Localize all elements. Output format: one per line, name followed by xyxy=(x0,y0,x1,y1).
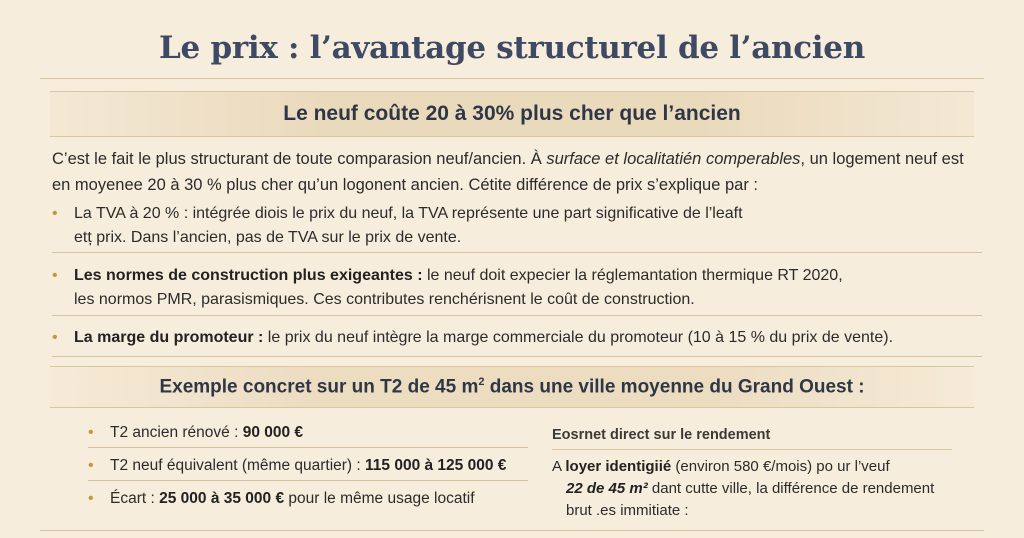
impact-box xyxy=(552,424,962,519)
list-item xyxy=(88,487,475,511)
list-item-text-line1: le prix du neuf intègre la marge commerciale du promoteur (10 à 15 % du prix de vente). xyxy=(263,329,894,346)
example-title-sup: 2 xyxy=(478,376,485,388)
impact-line3: brut .es immitiate : xyxy=(566,502,689,519)
list-item-text-line1: le neuf doit expecier la réglemantation thermique RT 2020, xyxy=(422,267,843,284)
intro-text-part1: C’est le fait le plus structurant de toute comparasion neuf/ancien. À xyxy=(52,150,547,168)
list-item-text-line1: La TVA à 20 % : intégrée diois le prix du neuf, la TVA représente une part significative de l’leaft xyxy=(74,205,743,222)
intro-text-part2: , un logement neuf est en moyenee 20 à 30 % plus cher qu’un logonent ancien. Cétite différence de prix s’explique par : xyxy=(52,150,964,194)
impact-divider xyxy=(552,449,952,450)
list-divider xyxy=(88,447,528,448)
impact-line1-rest: (environ 580 €/mois) po ur l’veuf xyxy=(671,458,890,475)
bullet-dot-icon: • xyxy=(52,267,58,284)
price-label: Écart : xyxy=(110,490,160,507)
impact-text xyxy=(552,456,962,522)
impact-line2-rest: dant cutte ville, la différence de rendement xyxy=(647,480,935,497)
price-value: 90 000 € xyxy=(242,424,304,441)
bullet-dot-icon: • xyxy=(52,205,58,222)
price-label: T2 ancien rénové : xyxy=(110,424,243,441)
impact-line1-bold: loyer identigiié xyxy=(565,458,672,475)
bullet-dot-icon: • xyxy=(88,490,94,507)
list-divider xyxy=(88,480,528,481)
list-item-text-line2: les normos PMR, parasismiques. Ces contributes renchérisnent le coût de construction. xyxy=(74,291,695,308)
list-divider xyxy=(52,315,982,316)
list-divider xyxy=(52,252,982,253)
section-subtitle: Le neuf coûte 20 à 30% plus cher que l’ancien xyxy=(283,102,741,125)
list-item xyxy=(52,202,743,250)
intro-paragraph xyxy=(52,146,982,198)
list-item-text-line2: etț prix. Dans l’ancien, pas de TVA sur le prix de vente. xyxy=(74,229,462,246)
list-item xyxy=(52,264,843,312)
example-title-end: dans une ville moyenne du Grand Ouest : xyxy=(484,376,865,398)
list-divider xyxy=(52,356,982,357)
price-tail: pour le même usage locatif xyxy=(284,490,475,507)
list-item xyxy=(52,326,893,350)
list-item-bold: La marge du promoteur : xyxy=(74,329,264,346)
intro-text-italic: surface et localitatién comperables xyxy=(546,150,801,168)
impact-line2-bold: 22 de 45 m² xyxy=(566,480,648,497)
price-value: 115 000 à 125 000 € xyxy=(365,457,507,474)
price-value: 25 000 à 35 000 € xyxy=(159,490,285,507)
bottom-divider xyxy=(40,530,984,531)
price-label: T2 neuf équivalent (même quartier) : xyxy=(110,457,366,474)
example-band xyxy=(50,366,974,408)
bullet-dot-icon: • xyxy=(88,424,94,441)
bullet-dot-icon: • xyxy=(52,329,58,346)
title-divider xyxy=(40,78,984,79)
example-title-main: Exemple concret sur un T2 de 45 m xyxy=(159,376,479,398)
list-item xyxy=(88,421,303,445)
bullet-dot-icon: • xyxy=(88,457,94,474)
page-title: Le prix : l’avantage structurel de l’ancien xyxy=(159,30,865,66)
list-item-bold: Les normes de construction plus exigeantes : xyxy=(74,267,423,284)
impact-line1-prefix: A xyxy=(552,458,566,475)
subtitle-band xyxy=(50,91,974,137)
example-title xyxy=(50,376,974,398)
impact-heading: Eosrnet direct sur le rendement xyxy=(552,427,771,443)
list-item xyxy=(88,454,506,478)
